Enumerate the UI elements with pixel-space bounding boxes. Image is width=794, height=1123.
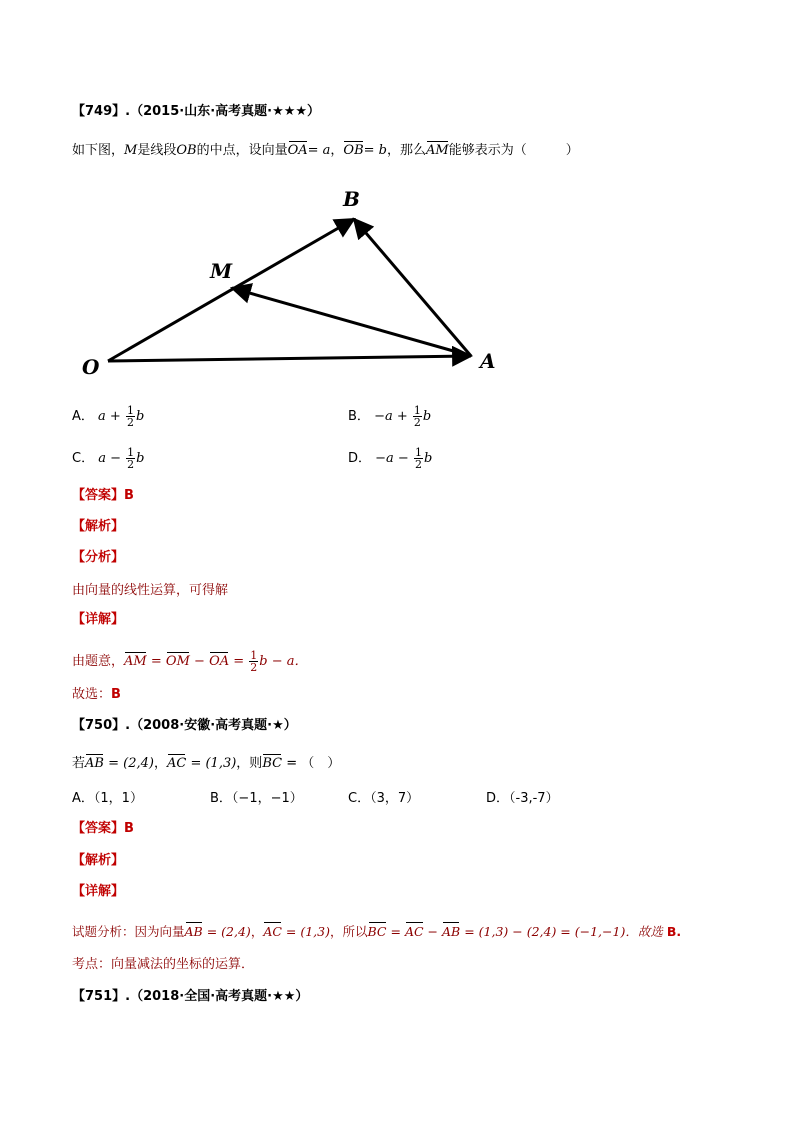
option-749-c[interactable]: C． a − $\frac{1}{2}$ b [72, 446, 145, 471]
detail-749: 由题意，AM = OM − OA = $\frac{1}{2}$ b − a． [72, 649, 308, 674]
triangle-figure [72, 180, 512, 380]
choice-749: 故选：B [72, 687, 121, 702]
option-750-a[interactable]: A．（1，1） [72, 791, 143, 806]
segment-oa [108, 356, 471, 361]
option-749-a[interactable]: A． a + $\frac{1}{2}$ b [72, 404, 145, 429]
fenxi-label-749: 【分析】 [72, 550, 125, 565]
question-749-stem: 如下图，M是线段OB的中点，设向量OA= a，OB= b，那么AM能够表示为（ ） [72, 140, 579, 159]
question-750-stem: 若AB = (2,4)，AC = (1,3)，则BC = （ ） [72, 753, 340, 772]
label-o: O [82, 355, 100, 379]
segment-ob [108, 219, 354, 361]
jiexi-label-749: 【解析】 [72, 519, 125, 534]
option-750-b[interactable]: B．（−1，−1） [210, 791, 303, 806]
question-749-header: 【749】.（2015·山东·高考真题·★★★） [72, 104, 321, 119]
segment-am [232, 288, 471, 356]
segment-ab [354, 219, 471, 356]
jiexi-label-750: 【解析】 [72, 853, 125, 868]
option-750-c[interactable]: C．（3，7） [348, 791, 420, 806]
option-749-d[interactable]: D． −a − $\frac{1}{2}$ b [348, 446, 433, 471]
answer-750: 【答案】B [72, 821, 134, 836]
question-750-header: 【750】.（2008·安徽·高考真题·★） [72, 718, 297, 733]
option-750-d[interactable]: D．（-3,-7） [486, 791, 559, 806]
fenxi-text-749: 由向量的线性运算，可得解 [72, 583, 229, 598]
option-749-b[interactable]: B． −a + $\frac{1}{2}$ b [348, 404, 432, 429]
answer-749: 【答案】B [72, 488, 134, 503]
kaodian-750: 考点：向量减法的坐标的运算． [72, 957, 255, 972]
xiangjie-label-750: 【详解】 [72, 884, 125, 899]
label-m: M [210, 259, 233, 283]
label-b: B [343, 187, 360, 211]
question-751-header: 【751】.（2018·全国·高考真题·★★） [72, 989, 309, 1004]
analysis-750: 试题分析：因为向量AB = (2,4)，AC = (1,3)，所以BC = AC − AB = (1,3) − (2,4) = (−1,−1)．故选 B. [72, 921, 681, 940]
label-a: A [480, 349, 496, 373]
xiangjie-label-749: 【详解】 [72, 612, 125, 627]
